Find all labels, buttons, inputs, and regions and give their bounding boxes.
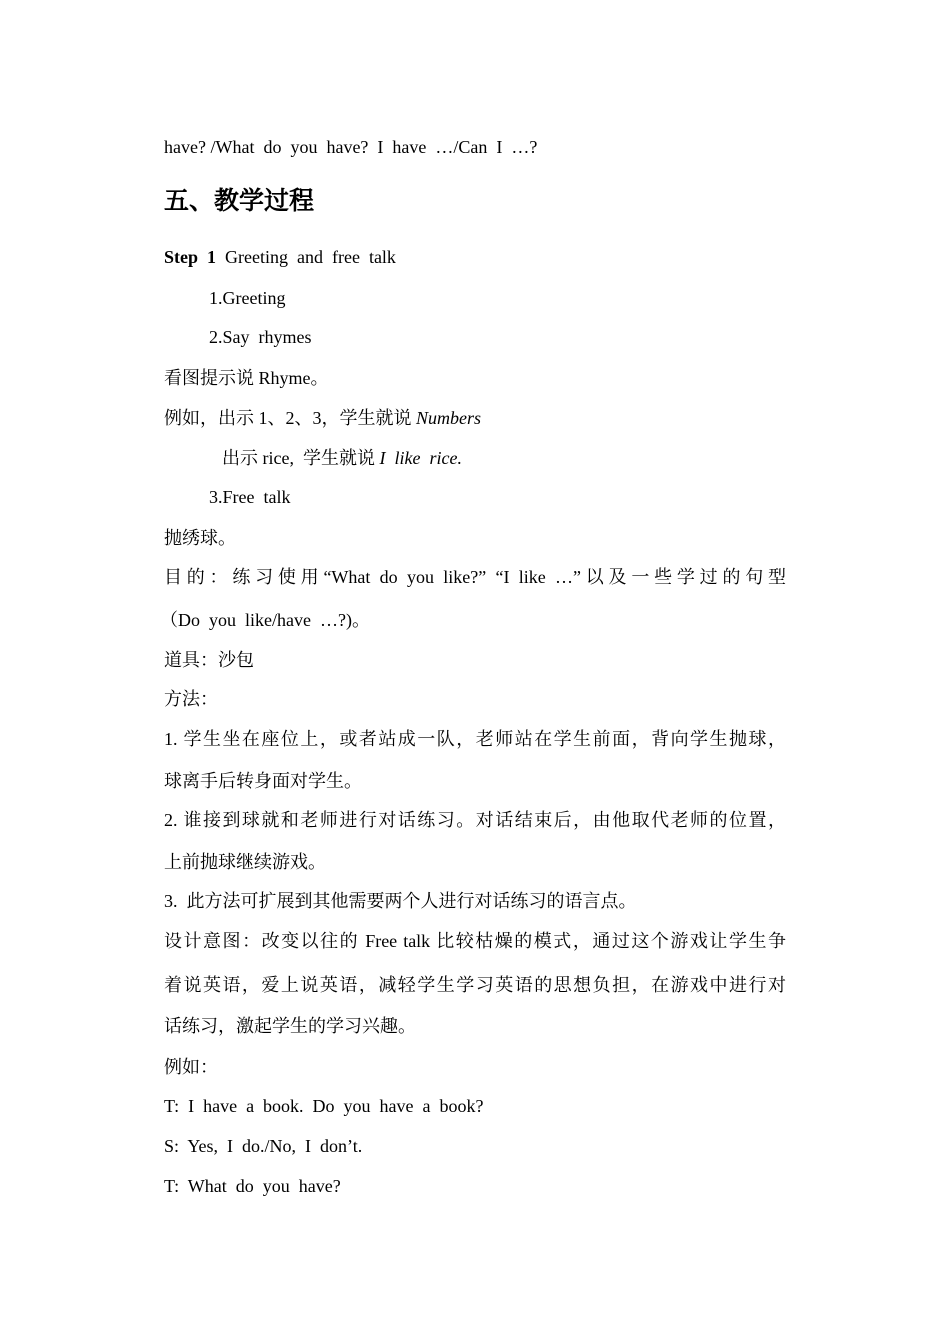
text: 例如，出示 1、2、3，学生就说 <box>164 408 416 428</box>
text-line: 上前抛球继续游戏。 <box>164 852 326 872</box>
text-line: 设计意图：改变以往的 Free talk 比较枯燥的模式，通过这个游戏让学生争 <box>164 931 786 951</box>
text-line: 着说英语，爱上说英语，减轻学生学习英语的思想负担，在游戏中进行对 <box>164 975 786 995</box>
dialogue-line: S: Yes, I do./No, I don’t. <box>164 1136 363 1156</box>
text-line: 道具：沙包 <box>164 650 254 670</box>
text-line: have? /What do you have? I have …/Can I …? <box>164 137 538 157</box>
text-line: （Do you like/have …?)。 <box>160 610 370 630</box>
step-heading <box>164 246 396 268</box>
dialogue-line: T: What do you have? <box>164 1176 341 1196</box>
section-heading: 五、教学过程 <box>164 186 315 215</box>
step-title: Greeting and free talk <box>216 247 396 267</box>
text-line: 方法： <box>164 689 218 709</box>
text: 出示 rice, 学生就说 <box>222 448 380 468</box>
text-line: 目的：练习使用“What do you like?” “I like …”以及一些学过的句型 <box>164 567 786 587</box>
text-line: 话练习，激起学生的学习兴趣。 <box>164 1016 416 1036</box>
text-line: 3.Free talk <box>209 487 291 507</box>
text-line: 2. 谁接到球就和老师进行对话练习。对话结束后，由他取代老师的位置， <box>164 810 786 830</box>
step-label: Step 1 <box>164 247 217 267</box>
text-line: 2.Say rhymes <box>209 327 312 347</box>
text-line <box>222 447 462 469</box>
text-line <box>164 407 481 429</box>
italic-text: I like rice. <box>379 448 462 468</box>
text-line: 看图提示说 Rhyme。 <box>164 368 329 388</box>
italic-text: Numbers <box>416 408 482 428</box>
text-line: 抛绣球。 <box>164 528 236 548</box>
text-line: 3. 此方法可扩展到其他需要两个人进行对话练习的语言点。 <box>164 891 637 911</box>
text-line: 1. 学生坐在座位上，或者站成一队，老师站在学生前面，背向学生抛球， <box>164 729 786 749</box>
text-line: 例如： <box>164 1057 218 1077</box>
text-line: 球离手后转身面对学生。 <box>164 771 362 791</box>
text-line: 1.Greeting <box>209 288 286 308</box>
dialogue-line: T: I have a book. Do you have a book? <box>164 1096 484 1116</box>
